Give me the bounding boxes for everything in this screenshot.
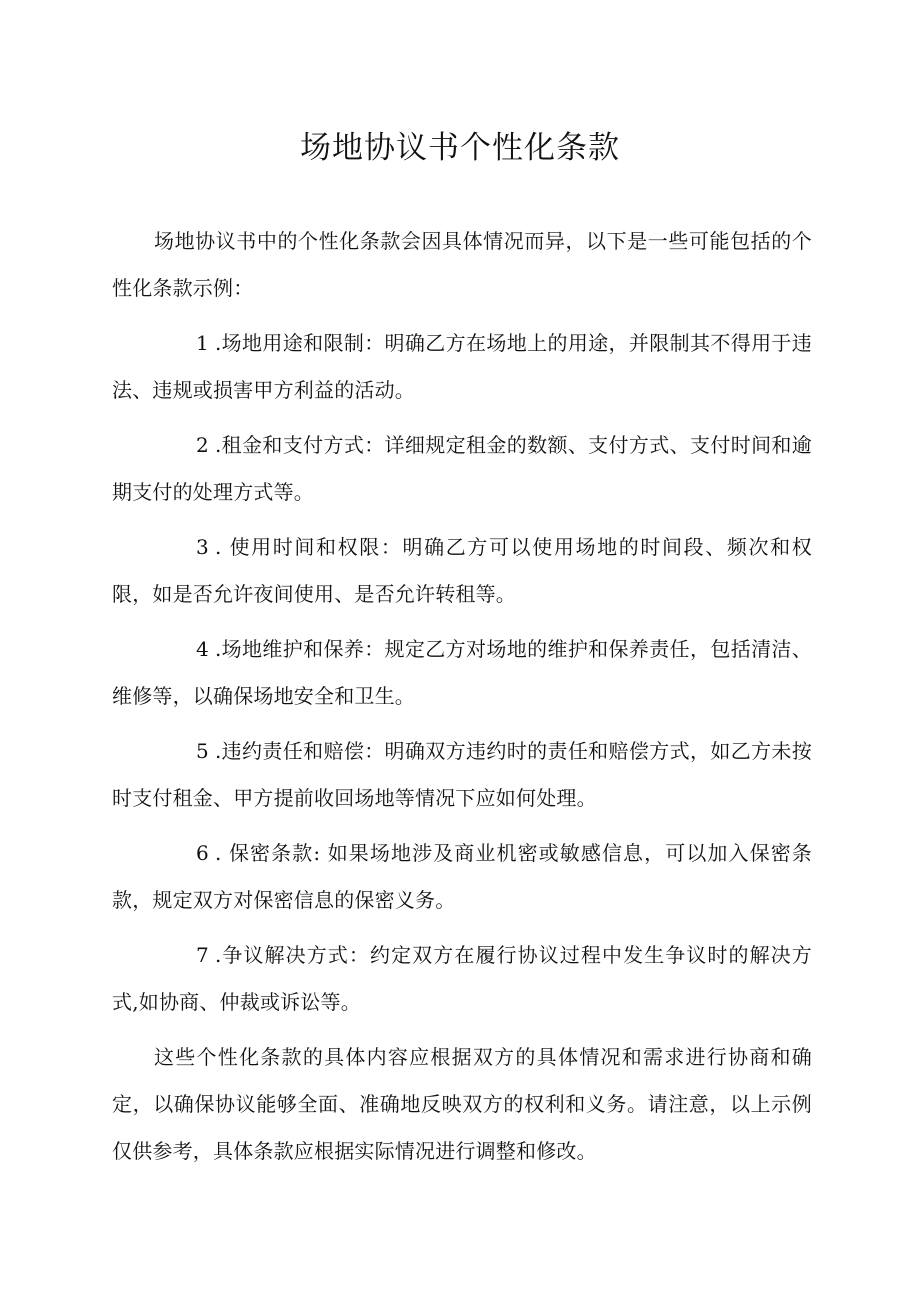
clause-text: .争议解决方式：约定双方在履行协议过程中发生争议时的解决方式,如协商、仲裁或诉讼等。 xyxy=(112,943,812,1014)
clause-text: .违约责任和赔偿：明确双方违约时的责任和赔偿方式，如乙方未按时支付租金、甲方提前收回场地等情况下应如何处理。 xyxy=(112,739,812,810)
clause-item-6 xyxy=(112,830,812,924)
clause-number: 7 xyxy=(196,943,209,967)
clause-text: . 保密条款: 如果场地涉及商业机密或敏感信息，可以加入保密条款，规定双方对保密信息的保密义务。 xyxy=(112,841,812,912)
clause-item-1 xyxy=(112,320,812,414)
clause-item-2 xyxy=(112,422,812,516)
intro-paragraph: 场地协议书中的个性化条款会因具体情况而异，以下是一些可能包括的个性化条款示例： xyxy=(112,229,812,300)
clause-item-4 xyxy=(112,626,812,720)
clause-number: 6 xyxy=(196,841,209,865)
conclusion-paragraph: 这些个性化条款的具体内容应根据双方的具体情况和需求进行协商和确定，以确保协议能够全面、准确地反映双方的权利和义务。请注意，以上示例仅供参考，具体条款应根据实际情况进行调整和修改。 xyxy=(112,1045,812,1163)
clause-text: .场地维护和保养：规定乙方对场地的维护和保养责任，包括清洁、维修等，以确保场地安全和卫生。 xyxy=(112,637,812,708)
clause-item-3 xyxy=(112,524,812,618)
clause-number: 3 xyxy=(196,535,209,559)
clause-number: 1 xyxy=(196,331,209,355)
clause-number: 4 xyxy=(196,637,209,661)
clause-number: 2 xyxy=(196,433,209,457)
document-body xyxy=(112,218,812,1183)
clause-number: 5 xyxy=(196,739,209,763)
clause-text: . 使用时间和权限：明确乙方可以使用场地的时间段、频次和权限，如是否允许夜间使用、是否允许转租等。 xyxy=(112,535,812,606)
clause-text: .租金和支付方式：详细规定租金的数额、支付方式、支付时间和逾期支付的处理方式等。 xyxy=(112,433,812,504)
clause-item-7 xyxy=(112,932,812,1026)
document-title: 场地协议书个性化条款 xyxy=(300,130,620,166)
clause-text: .场地用途和限制：明确乙方在场地上的用途，并限制其不得用于违法、违规或损害甲方利益的活动。 xyxy=(112,331,812,402)
clause-item-5 xyxy=(112,728,812,822)
